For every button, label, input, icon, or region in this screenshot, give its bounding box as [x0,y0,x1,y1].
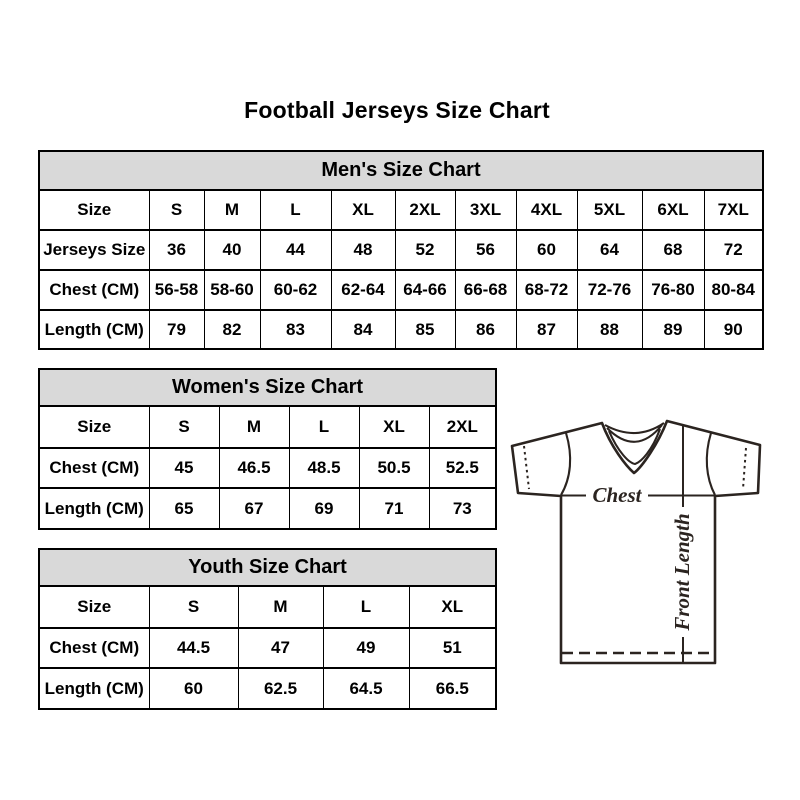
table-cell: 79 [149,310,204,349]
row-label-cell: Chest (CM) [39,628,149,668]
table-cell: 51 [409,628,496,668]
table-cell: 76-80 [642,270,704,310]
table-cell: M [204,190,260,230]
cuff-stitch-left [524,446,529,489]
table-cell: 52.5 [429,448,496,488]
table-cell: M [238,586,323,628]
chest-label: Chest [592,483,642,507]
jersey-diagram [505,405,800,700]
row-label-cell: Chest (CM) [39,448,149,488]
table-cell: 72-76 [577,270,642,310]
table-cell: 40 [204,230,260,270]
table-cell: 56 [455,230,516,270]
table-cell: 68-72 [516,270,577,310]
mens-table-header: Men's Size Chart [39,151,763,190]
row-label-cell: Size [39,406,149,448]
table-cell: 44.5 [149,628,238,668]
table-cell: 49 [323,628,409,668]
row-label-cell: Jerseys Size [39,230,149,270]
row-label-cell: Length (CM) [39,488,149,529]
table-cell: XL [331,190,395,230]
table-cell: L [289,406,359,448]
youth-table-header: Youth Size Chart [39,549,496,586]
table-cell: 4XL [516,190,577,230]
table-cell: S [149,406,219,448]
table-cell: 3XL [455,190,516,230]
table-cell: S [149,190,204,230]
table-cell: 71 [359,488,429,529]
table-cell: 82 [204,310,260,349]
table-cell: 60 [149,668,238,709]
table-cell: 90 [704,310,763,349]
table-cell: 88 [577,310,642,349]
table-cell: 46.5 [219,448,289,488]
table-cell: 73 [429,488,496,529]
table-cell: 44 [260,230,331,270]
row-label-cell: Size [39,190,149,230]
table-cell: S [149,586,238,628]
mens-size-chart-table [38,150,764,350]
table-cell: 64-66 [395,270,455,310]
youth-size-chart-table [38,548,497,710]
front-length-label: Front Length [670,513,694,631]
table-cell: 85 [395,310,455,349]
table-cell: 2XL [429,406,496,448]
table-cell: 69 [289,488,359,529]
table-cell: 5XL [577,190,642,230]
sleeve-seam-right [707,433,715,495]
table-cell: 6XL [642,190,704,230]
table-cell: 86 [455,310,516,349]
table-cell: 58-60 [204,270,260,310]
womens-size-chart-table [38,368,497,530]
row-label-cell: Chest (CM) [39,270,149,310]
table-cell: 64.5 [323,668,409,709]
row-label-cell: Length (CM) [39,668,149,709]
table-cell: XL [359,406,429,448]
womens-table-header: Women's Size Chart [39,369,496,406]
page-title: Football Jerseys Size Chart [244,97,550,123]
table-cell: 48 [331,230,395,270]
jersey-outline-shape [512,421,760,663]
row-label-cell: Size [39,586,149,628]
table-cell: 60-62 [260,270,331,310]
table-cell: 45 [149,448,219,488]
table-cell: 65 [149,488,219,529]
table-cell: 56-58 [149,270,204,310]
table-cell: 2XL [395,190,455,230]
row-label-cell: Length (CM) [39,310,149,349]
table-cell: 36 [149,230,204,270]
table-cell: 60 [516,230,577,270]
table-cell: 80-84 [704,270,763,310]
table-cell: L [323,586,409,628]
sleeve-seam-left [561,433,570,495]
table-cell: 52 [395,230,455,270]
table-cell: 89 [642,310,704,349]
table-cell: 83 [260,310,331,349]
table-cell: 66-68 [455,270,516,310]
table-cell: 48.5 [289,448,359,488]
table-cell: 87 [516,310,577,349]
table-cell: 67 [219,488,289,529]
cuff-stitch-right [743,448,746,489]
table-cell: 50.5 [359,448,429,488]
table-cell: 64 [577,230,642,270]
table-cell: 72 [704,230,763,270]
table-cell: 62-64 [331,270,395,310]
table-cell: 84 [331,310,395,349]
table-cell: L [260,190,331,230]
table-cell: 7XL [704,190,763,230]
table-cell: 68 [642,230,704,270]
table-cell: 62.5 [238,668,323,709]
table-cell: 47 [238,628,323,668]
table-cell: M [219,406,289,448]
table-cell: 66.5 [409,668,496,709]
table-cell: XL [409,586,496,628]
